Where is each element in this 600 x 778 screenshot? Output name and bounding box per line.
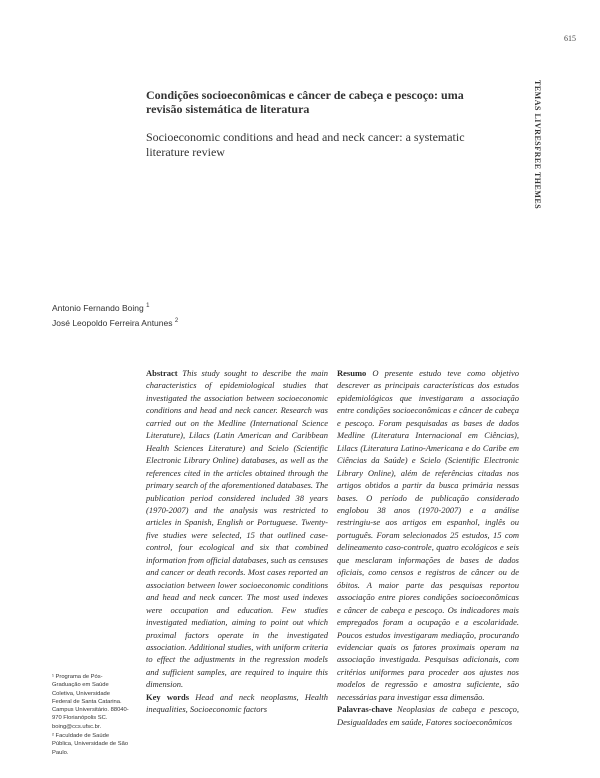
affiliation-note: ¹ Programa de Pós-Graduação em Saúde Coletiva, Universidade Federal de Santa Catarina. Campus Universitário. 88040-970 Florianópolis SC. boing@ccs.ufsc.br.	[52, 674, 129, 730]
author	[52, 300, 178, 315]
section-label	[533, 80, 542, 209]
palavras-chave-text: Neoplasias de cabeça e pescoço, Desigualdades em saúde, Fatores socioeconômicos	[337, 704, 519, 727]
author-name: José Leopoldo Ferreira Antunes	[52, 317, 173, 328]
author-list	[52, 300, 178, 330]
keywords-label: Key words	[146, 691, 190, 702]
abstract-keywords	[146, 691, 328, 716]
author-affiliation-mark: 1	[146, 303, 150, 309]
title-english: Socioeconomic conditions and head and neck cancer: a systematic literature review	[146, 130, 465, 159]
keywords-text: Head and neck neoplasms, Health inequalities, Socioeconomic factors	[146, 691, 328, 715]
resumo-paragraph	[337, 367, 519, 703]
abstract-column	[146, 367, 328, 716]
resumo-text: O presente estudo teve como objetivo descrever as principais características dos estudos epidemiológicos que investigaram a associação entre condições socioeconômicas e câncer de cabeça e pescoço. Foram pesquisadas as bases de dados Medline (Literatura Internacional em Ciências), Lilacs (Literatura Latino-Americana e do Caribe em Ciências da Saúde) e Scielo (Scientific Electronic Library Online), além de referências citadas nos artigos obtidos a partir da busca primária nessas bases. O período de publicação considerado englobou 38 anos (1970-2007) e a análise restringiu-se aos artigos em espanhol, inglês ou português. Foram selecionados 25 estudos, 15 com delineamento caso-controle, quatro ecológicos e seis que mesclaram informações de bases de dados oficiais, como censos e registros de câncer ou de óbitos. A maior parte das pesquisas reportou associação entre piores condições socioeconômicas e câncer de cabeça e pescoço. Os indicadores mais empregados foram a ocupação e a escolaridade. Poucos estudos investigaram mediação, procurando evidenciar quais os fatores proximais operam na associação investigada. Pesquisas adicionais, com critérios uniformes para proceder aos ajustes nos modelos de regressão e amostra suficiente, são necessárias para investigar essa dimensão.	[337, 368, 519, 702]
section-label-pt: TEMAS LIVRES	[533, 80, 542, 147]
abstract-label: Abstract	[146, 368, 178, 378]
title-portuguese: Condições socioeconômicas e câncer de cabeça e pescoço: uma revisão sistemática de literatura	[146, 88, 464, 116]
author-affiliation-mark: 2	[174, 317, 179, 324]
affiliation-note: ² Faculdade de Saúde Pública, Universidade de São Paulo.	[52, 733, 129, 756]
abstract-text: This study sought to describe the main characteristics of epidemiological studies that investigated the association between socioeconomic conditions and head and neck cancer. Research was carried out on the Medline (International Science Literature), Lilacs (Latin American and Caribbean Health Sciences Literature) and Scielo (Scientific Electronic Library Online) databases, as well as the references cited in the articles obtained through the primary search of the aforementioned databases. The publication period considered included 38 years (1970-2007) and the analysis was restricted to articles in Spanish, English or Portuguese. Twenty-five studies were selected, 15 that outlined case-control, four ecological and six that combined information from official databases, such as censuses and cancer or death records. Most cases reported an association between lower socioeconomic conditions and head and neck cancer. The most used indexes were occupation and education. Few studies investigated mediation, aiming to point out which proximal factors operate in the investigated association. Additional studies, with uniform criteria to effect the adjustments in the regression models and sufficient samples, are required to inquire this dimension.	[146, 368, 328, 690]
page-number: 615	[564, 34, 576, 43]
author	[52, 315, 178, 330]
palavras-chave-label: Palavras-chave	[337, 704, 393, 715]
affiliation-notes	[52, 673, 130, 758]
resumo-keywords	[337, 703, 519, 728]
abstract-paragraph	[146, 367, 328, 691]
resumo-label: Resumo	[337, 368, 367, 378]
author-name: Antonio Fernando Boing	[52, 302, 144, 313]
section-label-en: FREE THEMES	[533, 146, 542, 210]
resumo-column	[337, 367, 519, 728]
